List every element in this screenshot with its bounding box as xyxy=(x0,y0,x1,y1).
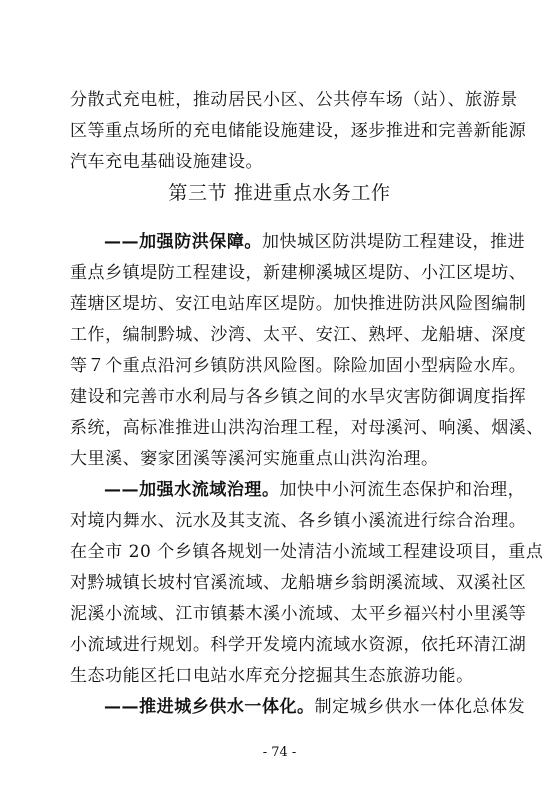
paragraph-watershed-line: 对境内舞水、沅水及其支流、各乡镇小溪流进行综合治理。 xyxy=(70,511,527,531)
paragraph-flood-first-line xyxy=(104,232,525,252)
intro-line-1: 分散式充电桩，推动居民小区、公共停车场（站）、旅游景 xyxy=(70,90,518,110)
paragraph-watershed-line: 泥溪小流域、江市镇綦木溪小流域、太平乡福兴村小里溪等 xyxy=(70,604,527,624)
paragraph-flood-line: 重点乡镇堤防工程建设，新建柳溪城区堤防、小江区堤坊、 xyxy=(70,263,527,283)
section-heading: 第三节 推进重点水务工作 xyxy=(168,182,391,204)
paragraph-flood-line: 工作，编制黔城、沙湾、太平、安江、熟坪、龙船塘、深度 xyxy=(70,325,527,345)
paragraph-watershed-line: 小流域进行规划。科学开发境内流域水资源，依托环清江湖 xyxy=(70,635,527,655)
paragraph-flood-first-rest: 加快城区防洪堤防工程建设，推进 xyxy=(261,232,526,252)
paragraph-watershed-line: 对黔城镇长坡村官溪流域、龙船塘乡翁朗溪流域、双溪社区 xyxy=(70,573,527,593)
paragraph-water-supply-first-line xyxy=(104,697,525,717)
paragraph-watershed-line: 在全市 20 个乡镇各规划一处清洁小流域工程建设项目，重点 xyxy=(70,542,544,562)
page-number: - 74 - xyxy=(262,745,297,760)
intro-line-3: 汽车充电基础设施建设。 xyxy=(70,152,264,172)
paragraph-flood-line: 系统，高标准推进山洪沟治理工程，对母溪河、响溪、烟溪、 xyxy=(70,418,544,438)
paragraph-flood-line: 建设和完善市水利局与各乡镇之间的水旱灾害防御调度指挥 xyxy=(70,387,527,407)
paragraph-water-supply-first-rest: 制定城乡供水一体化总体发 xyxy=(314,697,526,717)
paragraph-watershed-lead: ——加强水流域治理。 xyxy=(104,480,280,500)
paragraph-flood-line: 等７个重点沿河乡镇防洪风险图。除险加固小型病险水库。 xyxy=(70,356,527,376)
intro-line-2: 区等重点场所的充电储能设施建设，逐步推进和完善新能源 xyxy=(70,121,527,141)
paragraph-watershed-first-line xyxy=(104,480,525,500)
paragraph-flood-lead: ——加强防洪保障。 xyxy=(104,232,262,252)
paragraph-watershed-line: 生态功能区托口电站水库充分挖掘其生态旅游功能。 xyxy=(70,666,474,686)
paragraph-watershed-first-rest: 加快中小河流生态保护和治理， xyxy=(279,480,526,500)
paragraph-flood-line: 莲塘区堤坊、安江电站库区堤防。加快推进防洪风险图编制 xyxy=(70,294,527,314)
paragraph-flood-line: 大里溪、窭家团溪等溪河实施重点山洪沟治理。 xyxy=(70,449,439,469)
paragraph-water-supply-lead: ——推进城乡供水一体化。 xyxy=(104,697,315,717)
